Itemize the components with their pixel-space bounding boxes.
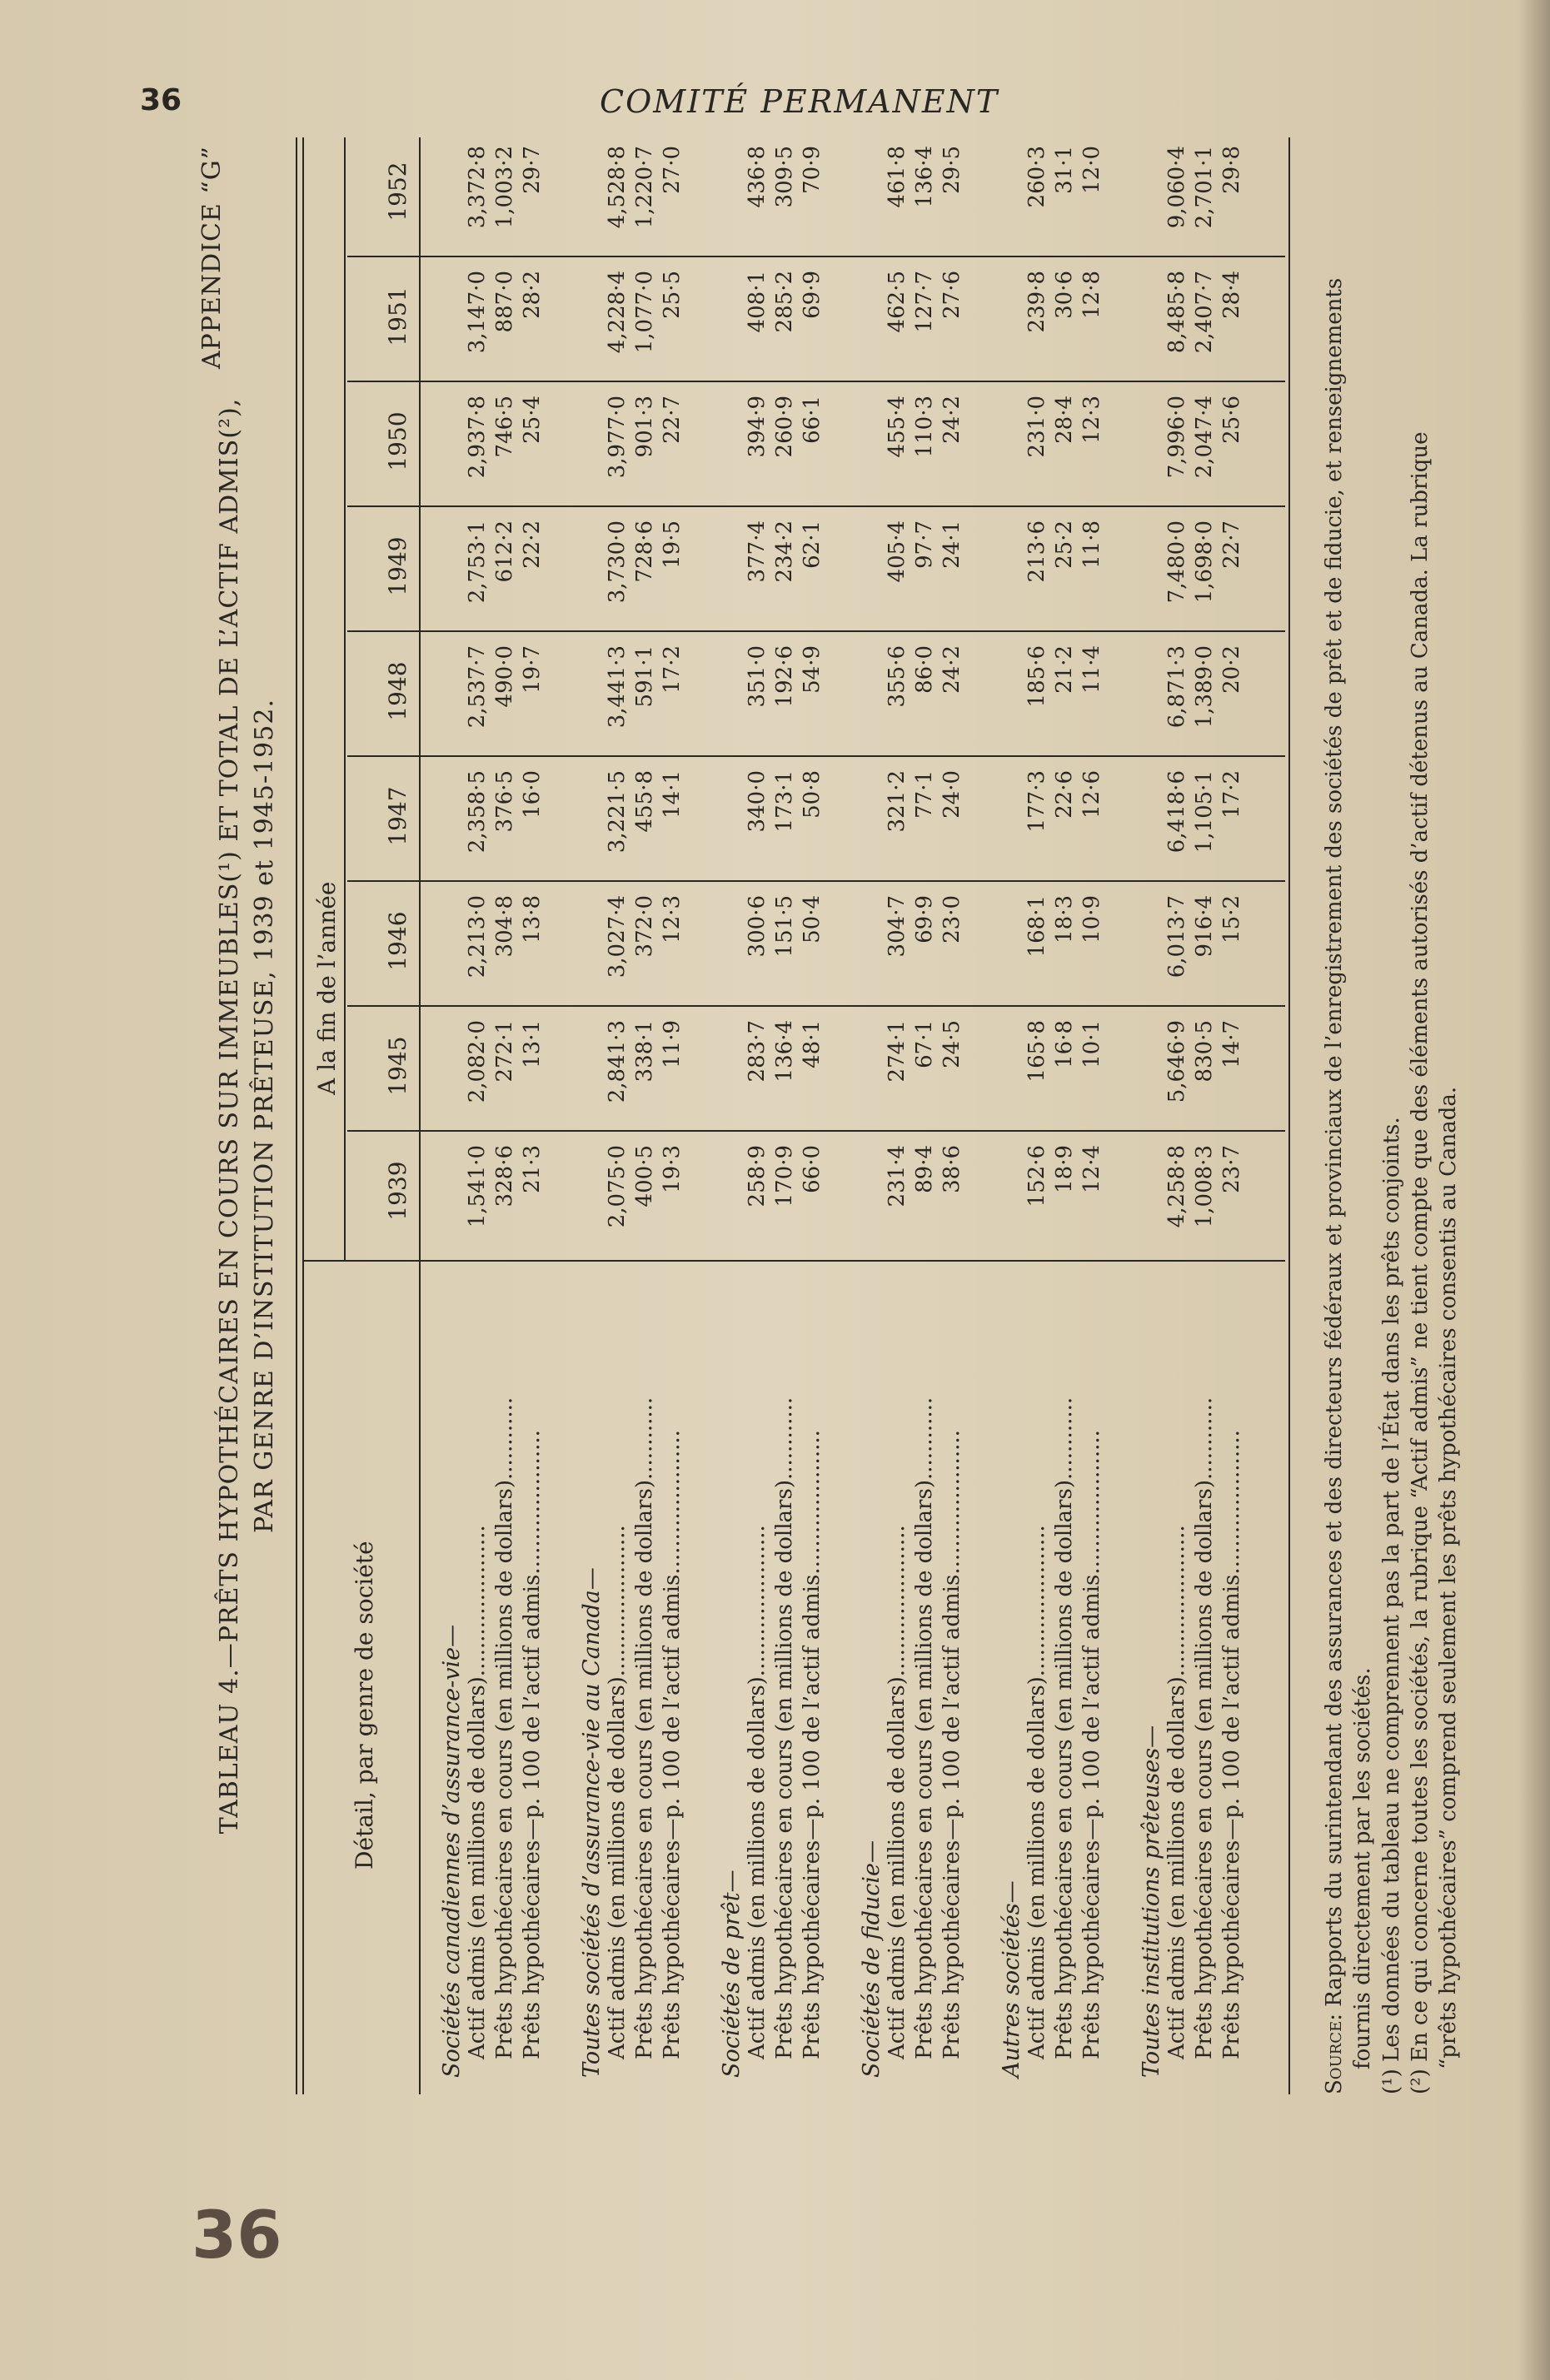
table-row xyxy=(1219,146,1246,2078)
table-cell: 394·9 xyxy=(745,396,770,458)
table-cell: 231·0 xyxy=(1024,396,1049,458)
footnote-1: (¹) Les données du tableau ne comprennent pas la part de l’État dans les prêts conjoints. xyxy=(1378,1117,1404,2094)
row-label: Prêts hypothécaires—p. 100 de l’actif admis..................... xyxy=(1079,1430,1104,2059)
table-cell: 62·1 xyxy=(800,520,825,569)
table-cell: 328·6 xyxy=(492,1145,517,1207)
row-label: Prêts hypothécaires en cours (en millions de dollars)............ xyxy=(1052,1397,1077,2059)
row-label: Prêts hypothécaires en cours (en millions de dollars)............ xyxy=(492,1397,517,2059)
table-row xyxy=(491,146,519,2078)
table-cell: 490·0 xyxy=(492,645,517,708)
table-cell: 9,060·4 xyxy=(1164,146,1189,229)
table-cell: 12·3 xyxy=(660,895,685,944)
table-cell: 31·1 xyxy=(1052,146,1077,194)
source-text-continued: fournis directement par les sociétés. xyxy=(1350,1667,1376,2069)
table-row xyxy=(744,146,771,2078)
table-cell: 3,977·0 xyxy=(605,396,630,479)
table-cell: 272·1 xyxy=(492,1020,517,1083)
table-cell: 3,147·0 xyxy=(465,271,490,354)
row-label: Prêts hypothécaires—p. 100 de l’actif admis..................... xyxy=(660,1430,685,2059)
table-cell: 274·1 xyxy=(885,1020,910,1083)
table-cell: 110·3 xyxy=(912,396,937,458)
table-cell: 29·5 xyxy=(939,146,964,194)
table-cell: 8,485·8 xyxy=(1164,271,1189,354)
year-header: 1948 xyxy=(384,661,411,721)
table-cell: 97·7 xyxy=(912,520,937,569)
year-header: 1951 xyxy=(384,286,411,346)
span-header-rule xyxy=(344,137,346,1262)
table-cell: 4,258·8 xyxy=(1164,1145,1189,1228)
table-cell: 25·5 xyxy=(660,271,685,319)
table-cell: 28·2 xyxy=(520,271,545,319)
column-rule xyxy=(347,880,1285,882)
table-row xyxy=(464,146,491,2078)
stub-header: Détail, par genre de société xyxy=(351,1541,378,1870)
row-label: Prêts hypothécaires en cours (en millions de dollars)............ xyxy=(1192,1397,1217,2059)
table-bottom-rule xyxy=(1288,137,1290,2094)
table-row xyxy=(911,146,939,2078)
year-header: 1939 xyxy=(384,1161,411,1221)
row-label: Actif admis (en millions de dollars)...................... xyxy=(465,1525,490,2059)
page-edge-shadow xyxy=(1518,0,1550,2380)
table-cell: 2,047·4 xyxy=(1192,396,1217,479)
table-cell: 338·1 xyxy=(632,1020,657,1083)
table-cell: 304·8 xyxy=(492,895,517,958)
table-cell: 29·7 xyxy=(520,146,545,194)
table-cell: 24·2 xyxy=(939,396,964,444)
page-number: 36 xyxy=(140,83,182,117)
table-cell: 746·5 xyxy=(492,396,517,458)
table-cell: 27·0 xyxy=(660,146,685,194)
table-cell: 376·5 xyxy=(492,770,517,833)
row-label: Prêts hypothécaires—p. 100 de l’actif admis..................... xyxy=(939,1430,964,2059)
row-label: Actif admis (en millions de dollars)...................... xyxy=(1164,1525,1189,2059)
table-cell: 20·2 xyxy=(1219,645,1244,694)
table-cell: 25·4 xyxy=(520,396,545,444)
table-cell: 177·3 xyxy=(1024,770,1049,833)
table-cell: 168·1 xyxy=(1024,895,1049,958)
table-cell: 2,537·7 xyxy=(465,645,490,729)
table-cell: 2,358·5 xyxy=(465,770,490,854)
table-cell: 69·9 xyxy=(800,271,825,319)
table-cell: 260·9 xyxy=(772,396,797,458)
table-cell: 321·2 xyxy=(885,770,910,833)
table-cell: 21·3 xyxy=(520,1145,545,1193)
table-cell: 173·1 xyxy=(772,770,797,833)
table-cell: 14·7 xyxy=(1219,1020,1244,1068)
table-cell: 22·6 xyxy=(1052,770,1077,819)
table-cell: 17·2 xyxy=(660,645,685,694)
year-header: 1946 xyxy=(384,911,411,971)
table-row xyxy=(771,146,799,2078)
table-cell: 77·1 xyxy=(912,770,937,819)
table-cell: 405·4 xyxy=(885,520,910,583)
table-cell: 2,841·3 xyxy=(605,1020,630,1103)
table-cell: 13·8 xyxy=(520,895,545,944)
source-label: Source: xyxy=(1322,2014,1347,2094)
source-text: Rapports du surintendant des assurances et des directeurs fédéraux et provinciaux de l’enregistrement des sociétés de prêt et de fiducie, et renseignements xyxy=(1322,277,1347,2007)
table-cell: 436·8 xyxy=(745,146,770,208)
table-cell: 19·7 xyxy=(520,645,545,694)
table-cell: 2,753·1 xyxy=(465,520,490,604)
table-group xyxy=(577,146,686,2078)
table-title-line1: TABLEAU 4.—PRÊTS HYPOTHÉCAIRES EN COURS SUR IMMEUBLES(¹) ET TOTAL DE L’ACTIF ADMIS(²), xyxy=(215,397,244,1835)
column-rule xyxy=(347,1130,1285,1132)
column-rule xyxy=(347,256,1285,257)
group-label: Toutes institutions prêteuses— xyxy=(1139,1725,1164,2078)
table-cell: 231·4 xyxy=(885,1145,910,1207)
table-cell: 7,480·0 xyxy=(1164,520,1189,604)
row-label: Prêts hypothécaires en cours (en millions de dollars)............ xyxy=(912,1397,937,2059)
table-cell: 2,075·0 xyxy=(605,1145,630,1228)
table-cell: 2,937·8 xyxy=(465,396,490,479)
table-cell: 591·1 xyxy=(632,645,657,708)
row-label: Prêts hypothécaires—p. 100 de l’actif admis..................... xyxy=(1219,1430,1244,2059)
table-cell: 48·1 xyxy=(800,1020,825,1068)
row-label: Actif admis (en millions de dollars)...................... xyxy=(605,1525,630,2059)
table-cell: 300·6 xyxy=(745,895,770,958)
row-label: Prêts hypothécaires—p. 100 de l’actif admis..................... xyxy=(520,1430,545,2059)
table-group xyxy=(1137,146,1246,2078)
table-group xyxy=(437,146,546,2078)
table-row xyxy=(1079,146,1106,2078)
table-cell: 12·8 xyxy=(1079,271,1104,319)
table-cell: 455·8 xyxy=(632,770,657,833)
table-cell: 258·9 xyxy=(745,1145,770,1207)
table-cell: 260·3 xyxy=(1024,146,1049,208)
footnote-2: (²) En ce qui concerne toutes les sociétés, la rubrique “Actif admis” ne tient compte que des éléments autorisés d’actif détenus au Canada. La rubrique xyxy=(1407,431,1433,2094)
table-cell: 152·6 xyxy=(1024,1145,1049,1207)
table-cell: 19·3 xyxy=(660,1145,685,1193)
table-cell: 67·1 xyxy=(912,1020,937,1068)
table-row xyxy=(1164,146,1191,2078)
table-group xyxy=(857,146,966,2078)
table-row xyxy=(631,146,659,2078)
table-cell: 11·4 xyxy=(1079,645,1104,694)
table-cell: 1,008·3 xyxy=(1192,1145,1217,1228)
table-row xyxy=(1051,146,1079,2078)
table-cell: 1,541·0 xyxy=(465,1145,490,1228)
table-cell: 377·4 xyxy=(745,520,770,583)
group-label: Sociétés canadiennes d’assurance-vie— xyxy=(439,1624,465,2078)
table-cell: 3,730·0 xyxy=(605,520,630,604)
table-cell: 22·2 xyxy=(520,520,545,569)
table-cell: 1,003·2 xyxy=(492,146,517,229)
table-cell: 1,389·0 xyxy=(1192,645,1217,729)
table-cell: 239·8 xyxy=(1024,271,1049,333)
table-cell: 1,105·1 xyxy=(1192,770,1217,854)
table-cell: 3,372·8 xyxy=(465,146,490,229)
table-cell: 10·9 xyxy=(1079,895,1104,944)
table-cell: 887·0 xyxy=(492,271,517,333)
table-cell: 17·2 xyxy=(1219,770,1244,819)
row-label: Actif admis (en millions de dollars)...................... xyxy=(1024,1525,1049,2059)
table-cell: 22·7 xyxy=(1219,520,1244,569)
table-cell: 165·8 xyxy=(1024,1020,1049,1083)
table-cell: 234·2 xyxy=(772,520,797,583)
table-row xyxy=(1191,146,1219,2078)
table-cell: 27·6 xyxy=(939,271,964,319)
table-cell: 372·0 xyxy=(632,895,657,958)
table-cell: 13·1 xyxy=(520,1020,545,1068)
column-rule xyxy=(347,381,1285,382)
table-cell: 7,996·0 xyxy=(1164,396,1189,479)
table-cell: 127·7 xyxy=(912,271,937,333)
table-cell: 2,701·1 xyxy=(1192,146,1217,229)
row-label: Prêts hypothécaires—p. 100 de l’actif admis..................... xyxy=(800,1430,825,2059)
table-cell: 28·4 xyxy=(1219,271,1244,319)
group-label: Toutes sociétés d’assurance-vie au Canada— xyxy=(579,1567,605,2078)
table-cell: 136·4 xyxy=(772,1020,797,1083)
table-cell: 916·4 xyxy=(1192,895,1217,958)
table-cell: 1,698·0 xyxy=(1192,520,1217,604)
table-cell: 461·8 xyxy=(885,146,910,208)
table-cell: 50·8 xyxy=(800,770,825,819)
appendix-label: APPENDICE “G” xyxy=(197,146,227,370)
table-cell: 66·0 xyxy=(800,1145,825,1193)
table-cell: 1,220·7 xyxy=(632,146,657,229)
table-cell: 12·4 xyxy=(1079,1145,1104,1193)
group-label: Sociétés de prêt— xyxy=(719,1870,745,2078)
table-cell: 24·1 xyxy=(939,520,964,569)
table-cell: 285·2 xyxy=(772,271,797,333)
table-cell: 400·5 xyxy=(632,1145,657,1207)
year-header: 1945 xyxy=(384,1036,411,1096)
table-cell: 70·9 xyxy=(800,146,825,194)
table-top-rule xyxy=(296,137,304,2094)
table-cell: 170·9 xyxy=(772,1145,797,1207)
table-cell: 612·2 xyxy=(492,520,517,583)
row-label: Prêts hypothécaires en cours (en millions de dollars)............ xyxy=(772,1397,797,2059)
running-head: COMITÉ PERMANENT xyxy=(600,83,999,120)
table-cell: 185·6 xyxy=(1024,645,1049,708)
column-rule xyxy=(347,630,1285,632)
table-cell: 16·0 xyxy=(520,770,545,819)
table-cell: 86·0 xyxy=(912,645,937,694)
column-rule xyxy=(347,755,1285,757)
year-header: 1950 xyxy=(384,411,411,471)
table-cell: 50·4 xyxy=(800,895,825,944)
table-row xyxy=(939,146,966,2078)
table-cell: 66·1 xyxy=(800,396,825,444)
row-label: Actif admis (en millions de dollars)...................... xyxy=(885,1525,910,2059)
table-group xyxy=(717,146,826,2078)
table-cell: 15·2 xyxy=(1219,895,1244,944)
table-cell: 21·2 xyxy=(1052,645,1077,694)
table-cell: 18·9 xyxy=(1052,1145,1077,1193)
table-row xyxy=(884,146,911,2078)
table-cell: 309·5 xyxy=(772,146,797,208)
table-cell: 25·6 xyxy=(1219,396,1244,444)
rotated-table-area xyxy=(196,121,1462,2119)
table-cell: 4,228·4 xyxy=(605,271,630,354)
table-cell: 192·6 xyxy=(772,645,797,708)
table-cell: 89·4 xyxy=(912,1145,937,1193)
table-cell: 11·8 xyxy=(1079,520,1104,569)
table-cell: 6,013·7 xyxy=(1164,895,1189,978)
table-cell: 19·5 xyxy=(660,520,685,569)
table-row xyxy=(659,146,686,2078)
row-label: Actif admis (en millions de dollars)...................... xyxy=(745,1525,770,2059)
table-cell: 12·3 xyxy=(1079,396,1104,444)
column-rule xyxy=(347,505,1285,507)
table-title-line2: PAR GENRE D’INSTITUTION PRÊTEUSE, 1939 et 1945-1952. xyxy=(250,699,279,1533)
table-cell: 462·5 xyxy=(885,271,910,333)
table-title xyxy=(212,137,282,2094)
table-cell: 11·9 xyxy=(660,1020,685,1068)
table-cell: 901·3 xyxy=(632,396,657,458)
table-cell: 54·9 xyxy=(800,645,825,694)
table-cell: 24·2 xyxy=(939,645,964,694)
year-header: 1952 xyxy=(384,162,411,222)
table-cell: 3,027·4 xyxy=(605,895,630,978)
table-cell: 408·1 xyxy=(745,271,770,333)
table-cell: 23·7 xyxy=(1219,1145,1244,1193)
table-cell: 12·0 xyxy=(1079,146,1104,194)
span-header: A la fin de l’année xyxy=(313,881,341,1095)
table-cell: 355·6 xyxy=(885,645,910,708)
table-cell: 2,213·0 xyxy=(465,895,490,978)
group-label: Sociétés de fiducie— xyxy=(859,1840,885,2078)
table-cell: 30·6 xyxy=(1052,271,1077,319)
footnotes xyxy=(1320,154,1463,2094)
table-cell: 136·4 xyxy=(912,146,937,208)
table-cell: 2,407·7 xyxy=(1192,271,1217,354)
table-cell: 22·7 xyxy=(660,396,685,444)
table-row xyxy=(519,146,546,2078)
table-cell: 12·6 xyxy=(1079,770,1104,819)
row-label: Prêts hypothécaires en cours (en millions de dollars)............ xyxy=(632,1397,657,2059)
table-cell: 4,528·8 xyxy=(605,146,630,229)
footnote-2-continued: “prêts hypothécaires” comprend seulement les prêts hypothécaires consentis au Canada. xyxy=(1436,1086,1462,2069)
table-cell: 14·1 xyxy=(660,770,685,819)
table-cell: 69·9 xyxy=(912,895,937,944)
table-cell: 304·7 xyxy=(885,895,910,958)
table-cell: 25·2 xyxy=(1052,520,1077,569)
table-cell: 3,221·5 xyxy=(605,770,630,854)
table-cell: 2,082·0 xyxy=(465,1020,490,1103)
table-cell: 23·0 xyxy=(939,895,964,944)
bottom-page-number: 36 xyxy=(192,2198,282,2273)
header-bottom-rule xyxy=(419,137,421,2094)
table-cell: 1,077·0 xyxy=(632,271,657,354)
table-cell: 29·8 xyxy=(1219,146,1244,194)
table-cell: 3,441·3 xyxy=(605,645,630,729)
table-cell: 16·8 xyxy=(1052,1020,1077,1068)
table-cell: 728·6 xyxy=(632,520,657,583)
table-cell: 6,418·6 xyxy=(1164,770,1189,854)
table-cell: 6,871·3 xyxy=(1164,645,1189,729)
table-cell: 351·0 xyxy=(745,645,770,708)
table-cell: 38·6 xyxy=(939,1145,964,1193)
table-group xyxy=(997,146,1106,2078)
table-cell: 24·5 xyxy=(939,1020,964,1068)
table-row xyxy=(604,146,631,2078)
table-cell: 830·5 xyxy=(1192,1020,1217,1083)
table-cell: 24·0 xyxy=(939,770,964,819)
table-cell: 10·1 xyxy=(1079,1020,1104,1068)
table-row xyxy=(799,146,826,2078)
table-cell: 5,646·9 xyxy=(1164,1020,1189,1103)
year-header: 1947 xyxy=(384,786,411,846)
table-cell: 340·0 xyxy=(745,770,770,833)
column-rule xyxy=(347,1005,1285,1007)
table-cell: 455·4 xyxy=(885,396,910,458)
table-row xyxy=(1024,146,1051,2078)
table-cell: 151·5 xyxy=(772,895,797,958)
table-cell: 28·4 xyxy=(1052,396,1077,444)
table-cell: 283·7 xyxy=(745,1020,770,1083)
table-cell: 18·3 xyxy=(1052,895,1077,944)
table-cell: 213·6 xyxy=(1024,520,1049,583)
year-header: 1949 xyxy=(384,536,411,596)
group-label: Autres sociétés— xyxy=(999,1880,1024,2078)
